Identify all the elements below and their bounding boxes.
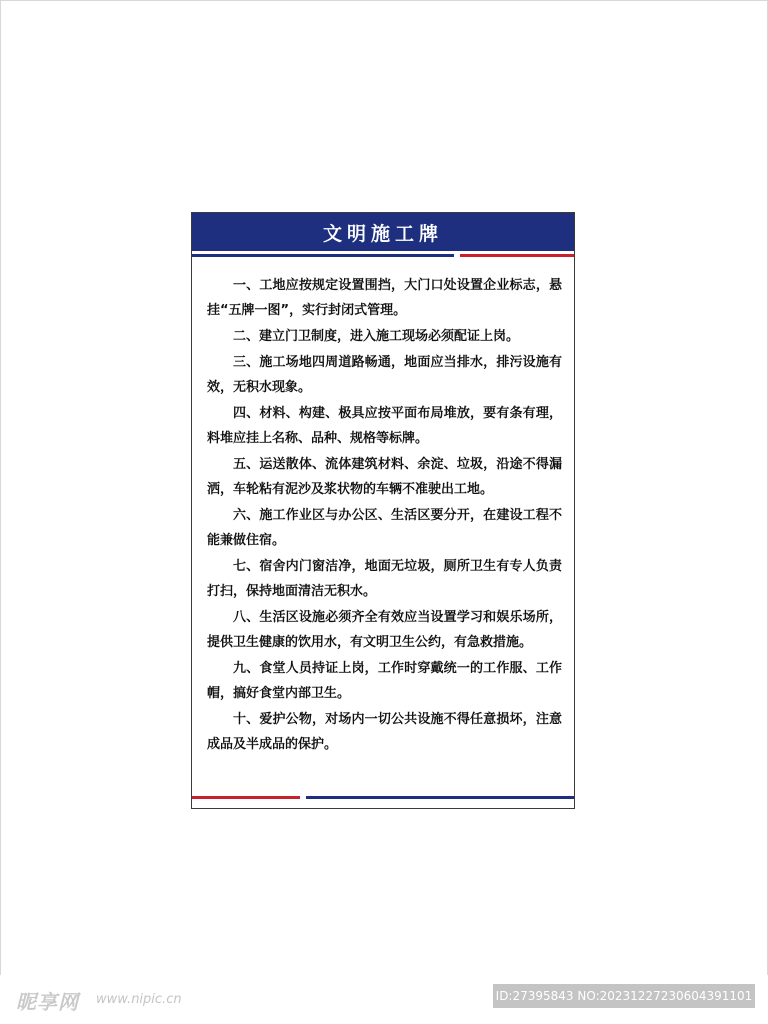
sign-header: [192, 213, 574, 251]
rules-list: [207, 273, 562, 758]
bottom-stripe-red: [192, 796, 300, 799]
watermark-id-badge: [493, 984, 755, 1008]
sign-title: 文明施工牌: [322, 222, 443, 245]
watermark-url: www.nipic.cn: [96, 992, 182, 1007]
rule-item: 七、宿舍内门窗洁净，地面无垃圾，厕所卫生有专人负责打扫，保持地面清洁无积水。: [207, 559, 562, 599]
rule-item: 九、食堂人员持证上岗，工作时穿戴统一的工作服、工作帽，搞好食堂内部卫生。: [207, 661, 562, 701]
rule-item: 四、材料、构建、极具应按平面布局堆放，要有条有理，料堆应挂上名称、品种、规格等标牌。: [207, 406, 562, 446]
top-stripe-blue: [192, 254, 454, 257]
rule-item: 五、运送散体、流体建筑材料、余淀、垃圾，沿途不得漏洒，车轮粘有泥沙及浆状物的车辆不准驶出工地。: [207, 457, 562, 497]
watermark-logo: 昵享网: [16, 990, 79, 1014]
watermark-id-text: ID:27395843 NO:20231227230604391101: [495, 989, 753, 1003]
top-stripe-red: [460, 254, 574, 257]
bottom-stripe-blue: [306, 796, 574, 799]
rule-item: 十、爱护公物，对场内一切公共设施不得任意损坏，注意成品及半成品的保护。: [207, 712, 562, 752]
rule-item: 六、施工作业区与办公区、生活区要分开，在建设工程不能兼做住宿。: [207, 508, 562, 548]
rule-item: 八、生活区设施必须齐全有效应当设置学习和娱乐场所，提供卫生健康的饮用水，有文明卫生公约，有急救措施。: [207, 610, 562, 650]
rule-item: 一、工地应按规定设置围挡，大门口处设置企业标志，悬挂“五牌一图”，实行封闭式管理。: [207, 278, 562, 318]
rule-item: 二、建立门卫制度，进入施工现场必须配证上岗。: [233, 329, 520, 344]
rule-item: 三、施工场地四周道路畅通，地面应当排水，排污设施有效，无积水现象。: [207, 355, 562, 395]
construction-sign-board: [191, 212, 575, 809]
